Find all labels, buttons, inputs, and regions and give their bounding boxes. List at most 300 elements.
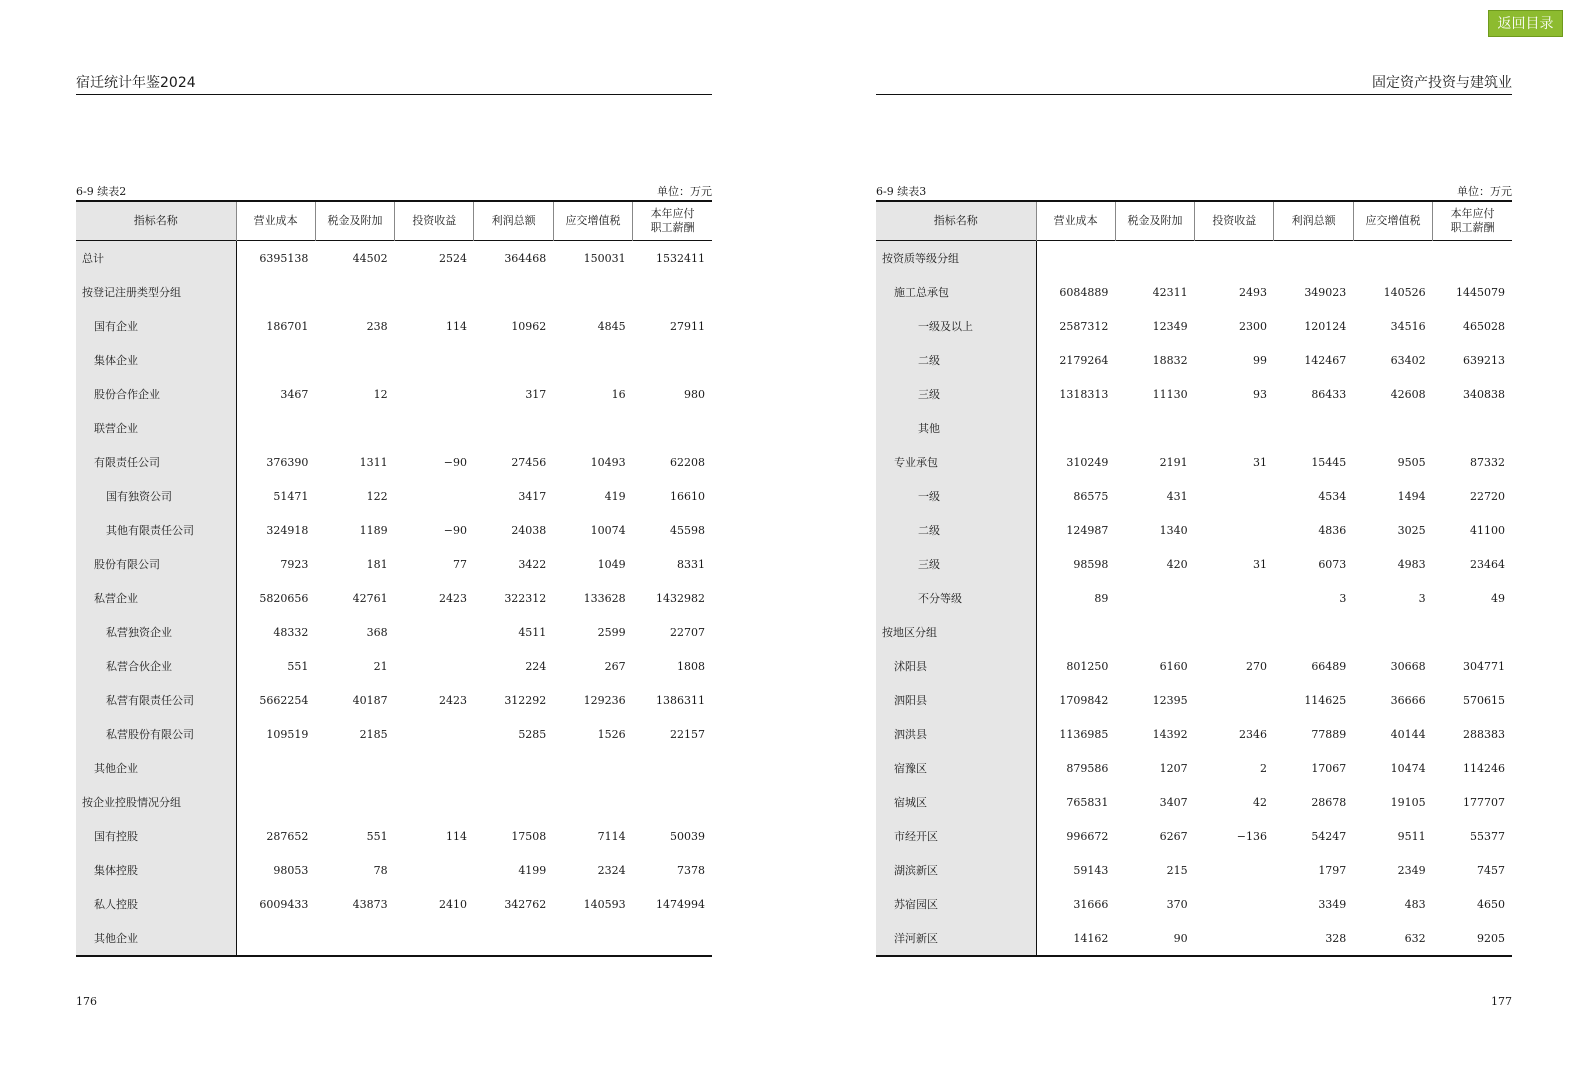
column-header: 营业成本 [236, 201, 315, 241]
row-label: 其他有限责任公司 [76, 513, 236, 547]
table-cell: 98053 [273, 863, 309, 877]
table-cell: 86575 [1073, 489, 1109, 503]
right-page-number: 177 [1491, 995, 1512, 1008]
table-cell [633, 751, 712, 785]
table-cell: 181 [366, 557, 388, 571]
table-cell: 2423 [438, 591, 467, 605]
table-cell: 17067 [1311, 761, 1347, 775]
column-header: 投资收益 [395, 201, 474, 241]
table-cell: 6160 [1159, 659, 1188, 673]
table-cell [553, 275, 632, 309]
table-cell [1433, 411, 1512, 445]
table-cell: 304771 [1463, 659, 1505, 673]
table-cell: 49 [1491, 591, 1505, 605]
table-row [876, 513, 1512, 547]
table-cell: 34516 [1390, 319, 1426, 333]
table-cell: 2324 [597, 863, 626, 877]
column-header: 应交增值税 [553, 201, 632, 241]
row-label: 市经开区 [876, 819, 1036, 853]
table-cell [553, 343, 632, 377]
row-label: 总计 [76, 241, 236, 276]
table-cell: 129236 [583, 693, 626, 707]
table-cell: 224 [525, 659, 547, 673]
table-cell: 22157 [670, 727, 705, 741]
row-label: 一级 [876, 479, 1036, 513]
table-cell [1195, 615, 1274, 649]
table-cell: 2410 [438, 897, 467, 911]
table-cell: 7114 [597, 829, 626, 843]
table-cell [395, 275, 474, 309]
table-cell [395, 479, 474, 513]
row-label: 私营有限责任公司 [76, 683, 236, 717]
table-cell: 3467 [280, 387, 309, 401]
table-cell: 114246 [1463, 761, 1505, 775]
table-row [76, 411, 712, 445]
table-cell [1353, 241, 1432, 276]
table-cell: −90 [443, 455, 467, 469]
table-cell: 322312 [504, 591, 547, 605]
table-cell: 114625 [1304, 693, 1347, 707]
row-label: 其他企业 [76, 751, 236, 785]
table-cell [474, 751, 553, 785]
table-cell: 14162 [1073, 931, 1109, 945]
row-label: 宿城区 [876, 785, 1036, 819]
row-label: 不分等级 [876, 581, 1036, 615]
table-cell: 632 [1404, 931, 1426, 945]
table-cell: 30668 [1390, 659, 1426, 673]
table-cell: −136 [1236, 829, 1267, 843]
right-table-caption [876, 183, 1512, 199]
table-cell: 3422 [518, 557, 547, 571]
table-cell: 6084889 [1059, 285, 1109, 299]
column-header: 营业成本 [1036, 201, 1115, 241]
row-label: 泗阳县 [876, 683, 1036, 717]
table-cell [1036, 615, 1115, 649]
table-cell: 31666 [1073, 897, 1109, 911]
table-cell [395, 615, 474, 649]
right-page [876, 0, 1512, 1077]
table-cell: 21 [373, 659, 388, 673]
table-row [76, 819, 712, 853]
table-cell: 23464 [1470, 557, 1505, 571]
table-row [876, 683, 1512, 717]
row-label: 股份有限公司 [76, 547, 236, 581]
table-cell: 36666 [1390, 693, 1426, 707]
table-cell: 77889 [1311, 727, 1347, 741]
table-cell: 2191 [1159, 455, 1188, 469]
table-cell [474, 785, 553, 819]
table-cell: 368 [366, 625, 388, 639]
table-cell [395, 717, 474, 751]
table-row [876, 717, 1512, 751]
table-cell: 77 [452, 557, 467, 571]
table-cell: 3025 [1397, 523, 1426, 537]
right-table-title: 6-9 续表3 [876, 185, 927, 198]
table-cell: 140593 [583, 897, 626, 911]
table-cell: 62208 [670, 455, 705, 469]
table-cell [1115, 615, 1194, 649]
table-row [76, 921, 712, 956]
table-cell: 376390 [266, 455, 309, 469]
row-label: 一级及以上 [876, 309, 1036, 343]
table-cell: 42 [1252, 795, 1267, 809]
table-cell: 78 [373, 863, 388, 877]
table-cell: 288383 [1463, 727, 1505, 741]
table-cell [236, 921, 315, 956]
table-row [76, 785, 712, 819]
table-row [76, 479, 712, 513]
table-row [76, 581, 712, 615]
table-cell: 31 [1252, 455, 1267, 469]
table-cell: 42311 [1152, 285, 1188, 299]
table-cell [1036, 241, 1115, 276]
left-table-header-row [76, 201, 712, 241]
table-cell: 2300 [1238, 319, 1267, 333]
table-cell: 8331 [677, 557, 705, 571]
table-cell [236, 411, 315, 445]
table-cell [1274, 615, 1353, 649]
row-label: 宿豫区 [876, 751, 1036, 785]
row-label: 沭阳县 [876, 649, 1036, 683]
table-row [76, 513, 712, 547]
row-label: 专业承包 [876, 445, 1036, 479]
table-cell: 109519 [266, 727, 309, 741]
table-cell: 1797 [1318, 863, 1347, 877]
row-label: 国有独资公司 [76, 479, 236, 513]
table-cell: 86433 [1311, 387, 1347, 401]
table-cell [315, 275, 394, 309]
table-cell: 4983 [1397, 557, 1426, 571]
table-cell: 98598 [1073, 557, 1109, 571]
left-page [76, 0, 712, 1077]
table-cell: 10474 [1390, 761, 1426, 775]
table-cell: 1808 [677, 659, 705, 673]
table-cell: 4845 [597, 319, 626, 333]
table-cell [315, 343, 394, 377]
table-cell: −90 [443, 523, 467, 537]
table-row [876, 445, 1512, 479]
table-cell: 1709842 [1059, 693, 1109, 707]
table-cell: 2 [1259, 761, 1267, 775]
row-label: 三级 [876, 377, 1036, 411]
table-cell [1195, 683, 1274, 717]
table-cell: 42761 [352, 591, 388, 605]
table-cell: 6395138 [259, 251, 309, 265]
table-cell [474, 343, 553, 377]
table-cell [315, 785, 394, 819]
table-cell: 551 [287, 659, 309, 673]
table-cell [1115, 241, 1194, 276]
table-cell: 2185 [359, 727, 388, 741]
table-cell: 4650 [1477, 897, 1505, 911]
table-cell: 312292 [504, 693, 547, 707]
table-cell [315, 411, 394, 445]
row-label: 二级 [876, 513, 1036, 547]
table-cell: 31 [1252, 557, 1267, 571]
table-cell: 287652 [266, 829, 309, 843]
table-cell: 12 [373, 387, 388, 401]
table-cell [1195, 411, 1274, 445]
table-cell: 142467 [1304, 353, 1347, 367]
table-cell: 66489 [1311, 659, 1347, 673]
row-label: 苏宿园区 [876, 887, 1036, 921]
table-cell: 114 [445, 829, 467, 843]
table-cell: 419 [604, 489, 626, 503]
table-row [76, 241, 712, 276]
row-label: 集体企业 [76, 343, 236, 377]
table-cell: 63402 [1390, 353, 1426, 367]
table-cell: 267 [604, 659, 626, 673]
column-header: 本年应付 职工薪酬 [1433, 201, 1512, 241]
table-cell [236, 275, 315, 309]
table-cell: 27456 [511, 455, 547, 469]
table-cell [553, 751, 632, 785]
column-header: 指标名称 [876, 201, 1036, 241]
table-cell: 980 [684, 387, 705, 401]
table-cell: 801250 [1066, 659, 1109, 673]
table-cell: 7378 [677, 863, 705, 877]
table-cell: 55377 [1470, 829, 1505, 843]
table-cell: 1311 [359, 455, 388, 469]
table-cell: 465028 [1463, 319, 1505, 333]
table-cell: 317 [525, 387, 547, 401]
table-cell: 99 [1252, 353, 1267, 367]
table-cell: 45598 [670, 523, 705, 537]
table-cell: 16 [611, 387, 626, 401]
table-cell: 59143 [1073, 863, 1109, 877]
table-cell: 1474994 [656, 897, 705, 911]
table-cell: 879586 [1066, 761, 1109, 775]
table-cell: 44502 [352, 251, 388, 265]
table-cell: 50039 [670, 829, 705, 843]
table-cell: 41100 [1470, 523, 1505, 537]
table-cell: 1532411 [656, 251, 705, 265]
table-cell [474, 275, 553, 309]
table-cell: 3407 [1159, 795, 1188, 809]
column-header: 税金及附加 [1115, 201, 1194, 241]
table-cell: 1340 [1159, 523, 1188, 537]
table-cell: 1526 [597, 727, 626, 741]
table-cell [1195, 921, 1274, 956]
table-cell [474, 411, 553, 445]
row-label: 三级 [876, 547, 1036, 581]
table-cell [395, 649, 474, 683]
left-table-unit: 单位：万元 [657, 185, 712, 198]
table-cell: 17508 [511, 829, 547, 843]
table-cell [553, 921, 632, 956]
table-row [876, 615, 1512, 649]
row-label: 股份合作企业 [76, 377, 236, 411]
table-cell [1274, 241, 1353, 276]
table-cell: 9505 [1397, 455, 1426, 469]
table-cell [395, 853, 474, 887]
table-cell [633, 411, 712, 445]
table-cell: 342762 [504, 897, 547, 911]
table-cell: 9205 [1477, 931, 1505, 945]
table-cell: 40187 [352, 693, 388, 707]
column-header: 投资收益 [1195, 201, 1274, 241]
table-cell [633, 343, 712, 377]
table-cell: 18832 [1152, 353, 1188, 367]
left-running-header: 宿迁统计年鉴2024 [76, 72, 712, 95]
table-cell [395, 411, 474, 445]
table-cell: 4534 [1318, 489, 1347, 503]
table-row [76, 717, 712, 751]
table-cell: 51471 [273, 489, 309, 503]
row-label: 有限责任公司 [76, 445, 236, 479]
table-cell: 7457 [1477, 863, 1505, 877]
left-table-title: 6-9 续表2 [76, 185, 127, 198]
table-cell [633, 785, 712, 819]
table-cell: 2524 [438, 251, 467, 265]
table-cell: 28678 [1311, 795, 1347, 809]
left-page-number: 176 [76, 995, 97, 1008]
table-cell: 93 [1252, 387, 1267, 401]
table-cell [1195, 513, 1274, 547]
row-label: 按地区分组 [876, 615, 1036, 649]
table-cell: 1049 [597, 557, 626, 571]
table-row [76, 887, 712, 921]
table-row [876, 649, 1512, 683]
table-row [76, 445, 712, 479]
table-cell: 5662254 [259, 693, 309, 707]
table-cell: 639213 [1463, 353, 1505, 367]
table-cell [1274, 411, 1353, 445]
table-row [76, 683, 712, 717]
table-cell: 42608 [1390, 387, 1426, 401]
table-cell: 6267 [1159, 829, 1188, 843]
row-label: 其他 [876, 411, 1036, 445]
table-cell: 27911 [670, 319, 705, 333]
table-cell: 48332 [273, 625, 309, 639]
table-cell [553, 411, 632, 445]
table-cell: 270 [1245, 659, 1267, 673]
table-cell: 1136985 [1059, 727, 1109, 741]
table-cell: 122 [366, 489, 388, 503]
column-header: 本年应付 职工薪酬 [633, 201, 712, 241]
table-cell: 370 [1166, 897, 1188, 911]
right-table-unit: 单位：万元 [1457, 185, 1512, 198]
table-cell [395, 921, 474, 956]
table-cell: 10074 [590, 523, 626, 537]
right-running-header: 固定资产投资与建筑业 [876, 72, 1512, 95]
table-cell: 40144 [1390, 727, 1426, 741]
table-cell: 90 [1173, 931, 1188, 945]
table-cell: 22707 [670, 625, 705, 639]
table-cell: 114 [445, 319, 467, 333]
table-cell: 54247 [1311, 829, 1347, 843]
table-cell [633, 921, 712, 956]
table-cell: 3 [1339, 591, 1347, 605]
row-label: 其他企业 [76, 921, 236, 956]
table-cell: 5820656 [259, 591, 309, 605]
table-row [876, 921, 1512, 956]
table-cell: 340838 [1463, 387, 1505, 401]
table-cell: 6073 [1318, 557, 1347, 571]
table-cell: 2346 [1238, 727, 1267, 741]
table-cell: 124987 [1066, 523, 1109, 537]
column-header: 税金及附加 [315, 201, 394, 241]
table-row [876, 479, 1512, 513]
table-cell: 133628 [583, 591, 626, 605]
table-cell: 24038 [511, 523, 547, 537]
right-table-header-row [876, 201, 1512, 241]
table-cell [1353, 411, 1432, 445]
table-cell [395, 377, 474, 411]
table-cell: 2179264 [1059, 353, 1109, 367]
table-cell: 150031 [583, 251, 626, 265]
table-cell: 328 [1325, 931, 1347, 945]
table-row [876, 547, 1512, 581]
row-label: 国有控股 [76, 819, 236, 853]
table-row [76, 343, 712, 377]
table-row [876, 241, 1512, 276]
table-cell: 1445079 [1456, 285, 1505, 299]
table-row [76, 751, 712, 785]
table-cell: 420 [1166, 557, 1188, 571]
row-label: 二级 [876, 343, 1036, 377]
left-data-table [76, 200, 712, 957]
table-cell: 3 [1418, 591, 1426, 605]
table-cell [633, 275, 712, 309]
table-cell: 2423 [438, 693, 467, 707]
table-cell [236, 343, 315, 377]
row-label: 私营股份有限公司 [76, 717, 236, 751]
table-cell: 2599 [597, 625, 626, 639]
table-cell: 996672 [1066, 829, 1109, 843]
table-cell: 1189 [359, 523, 388, 537]
row-label: 联营企业 [76, 411, 236, 445]
table-cell: 2587312 [1059, 319, 1109, 333]
table-cell: 10493 [590, 455, 626, 469]
table-cell: 87332 [1470, 455, 1505, 469]
table-cell: 215 [1166, 863, 1188, 877]
left-table-caption [76, 183, 712, 199]
table-cell [395, 751, 474, 785]
table-row [876, 751, 1512, 785]
table-cell: 43873 [352, 897, 388, 911]
row-label: 洋河新区 [876, 921, 1036, 956]
table-cell [1036, 411, 1115, 445]
table-row [76, 377, 712, 411]
table-cell: 177707 [1463, 795, 1505, 809]
table-cell [553, 785, 632, 819]
table-cell: 186701 [266, 319, 309, 333]
table-cell: 6009433 [259, 897, 309, 911]
table-cell [1195, 887, 1274, 921]
table-cell [1433, 241, 1512, 276]
table-cell [1195, 479, 1274, 513]
table-cell: 14392 [1152, 727, 1188, 741]
row-label: 泗洪县 [876, 717, 1036, 751]
row-label: 私营合伙企业 [76, 649, 236, 683]
right-data-table [876, 200, 1512, 957]
table-cell [1115, 411, 1194, 445]
row-label: 按资质等级分组 [876, 241, 1036, 276]
table-cell: 7923 [280, 557, 309, 571]
back-to-contents-button[interactable]: 返回目录 [1488, 10, 1563, 37]
row-label: 私营独资企业 [76, 615, 236, 649]
table-cell: 22720 [1470, 489, 1505, 503]
row-label: 国有企业 [76, 309, 236, 343]
table-row [876, 309, 1512, 343]
table-cell [1353, 615, 1432, 649]
row-label: 私营企业 [76, 581, 236, 615]
table-cell: 4511 [518, 625, 547, 639]
row-label: 私人控股 [76, 887, 236, 921]
row-label: 湖滨新区 [876, 853, 1036, 887]
table-cell: 3417 [518, 489, 547, 503]
